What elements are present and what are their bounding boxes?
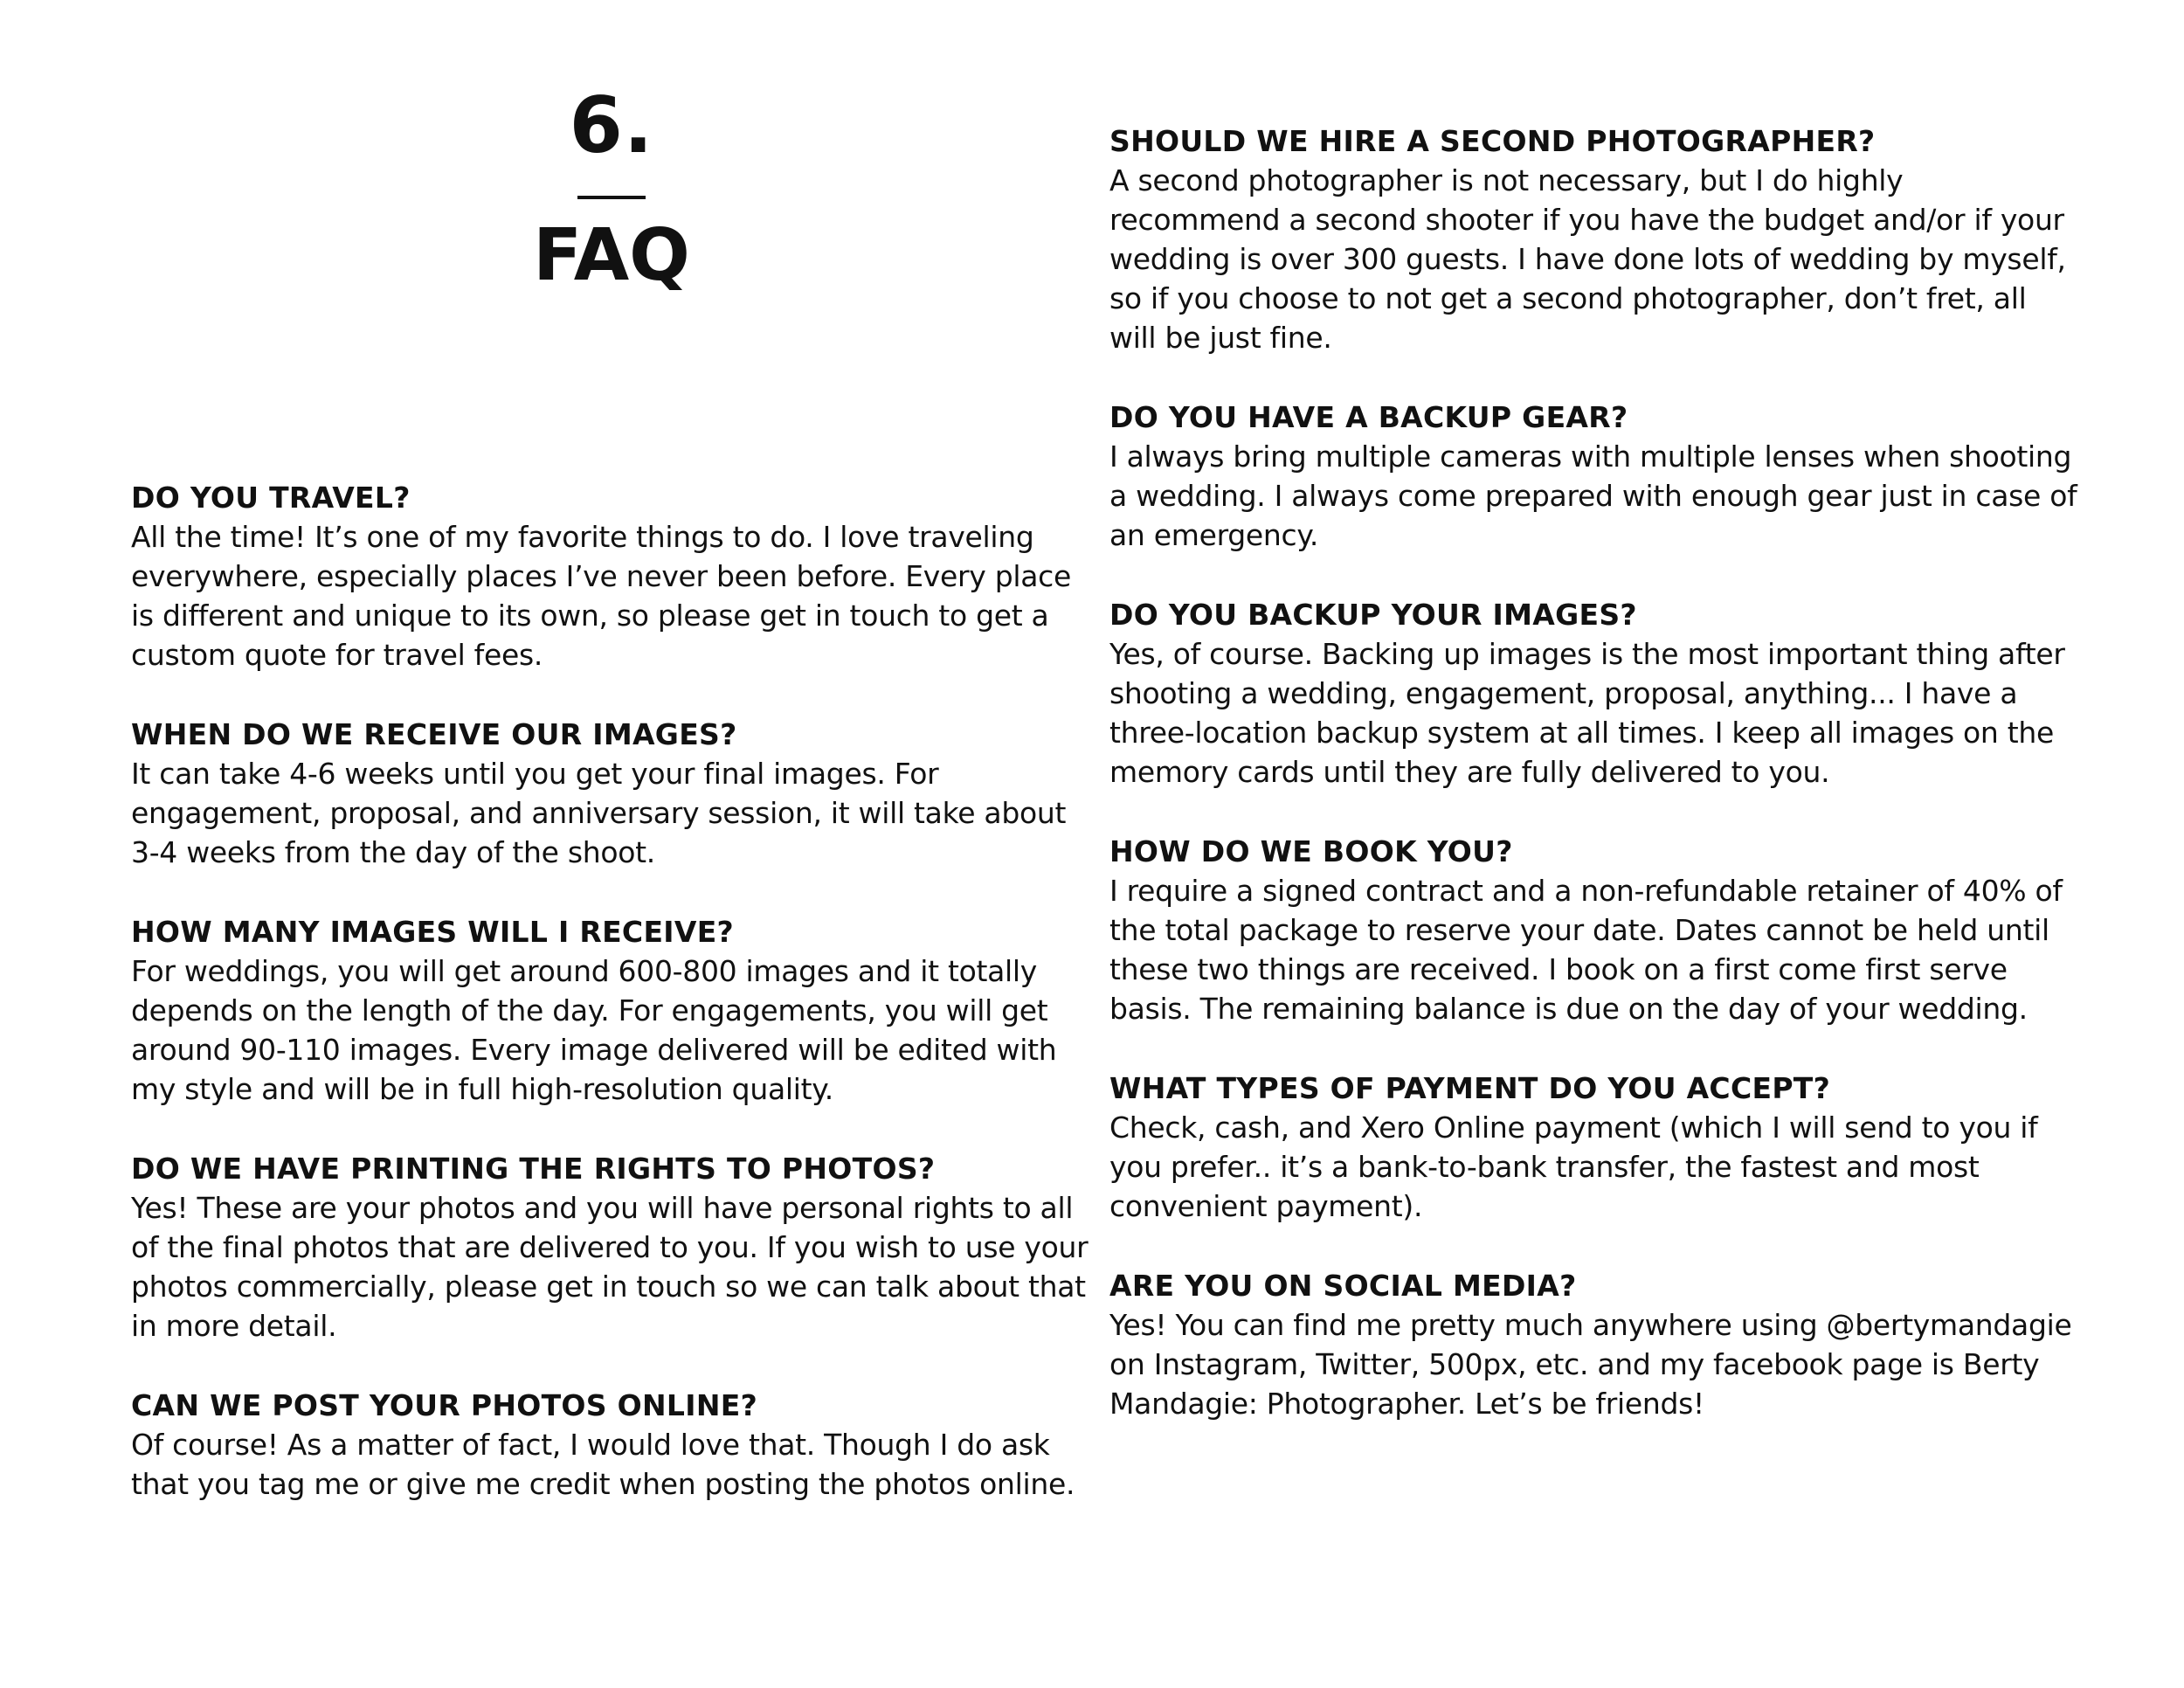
faq-answer: A second photographer is not necessary, but I do highly recommend a second shooter if you have the budget and/or if your wedding is over 300 guests. I have done lots of wedding by myself, so if you choose to not get a second photographer, don’t fret, all will be just fine. — [1109, 163, 2066, 355]
faq-item — [1109, 398, 2079, 555]
faq-item — [131, 478, 1101, 675]
faq-answer: I always bring multiple cameras with multiple lenses when shooting a wedding. I always come prepared with enough gear just in case of an emergency. — [1109, 439, 2077, 552]
faq-left-column — [131, 478, 1101, 1544]
faq-answer: Check, cash, and Xero Online payment (which I will send to you if you prefer.. it’s a bank-to-bank transfer, the fastest and most convenient payment). — [1109, 1110, 2038, 1223]
faq-item — [1109, 1069, 2079, 1226]
faq-question: DO YOU HAVE A BACKUP GEAR? — [1109, 400, 1628, 434]
faq-question: SHOULD WE HIRE A SECOND PHOTOGRAPHER? — [1109, 124, 1876, 158]
faq-item — [1109, 121, 2079, 357]
faq-item — [1109, 1266, 2079, 1423]
faq-item — [131, 715, 1101, 872]
faq-item — [1109, 595, 2079, 792]
faq-item — [1109, 832, 2079, 1028]
faq-question: HOW MANY IMAGES WILL I RECEIVE? — [131, 915, 734, 949]
faq-question: HOW DO WE BOOK YOU? — [1109, 834, 1513, 868]
faq-answer: Of course! As a matter of fact, I would love that. Though I do ask that you tag me or give me credit when posting the photos online. — [131, 1428, 1075, 1501]
chapter-number: 6. — [569, 80, 654, 170]
faq-answer: All the time! It’s one of my favorite things to do. I love traveling everywhere, especially places I’ve never been before. Every place is different and unique to its own, so please get in touch to get a custom quote for travel fees. — [131, 520, 1072, 672]
faq-question: CAN WE POST YOUR PHOTOS ONLINE? — [131, 1388, 758, 1422]
faq-answer: I require a signed contract and a non-refundable retainer of 40% of the total package to reserve your date. Dates cannot be held until these two things are received. I book on a first come first serve basis. The remaining balance is due on the day of your wedding. — [1109, 874, 2063, 1026]
faq-answer: Yes, of course. Backing up images is the most important thing after shooting a wedding, engagement, proposal, anything... I have a three-location backup system at all times. I keep all images on the memory cards until they are fully delivered to you. — [1109, 637, 2065, 789]
faq-item — [131, 1386, 1101, 1504]
faq-question: DO WE HAVE PRINTING THE RIGHTS TO PHOTOS? — [131, 1152, 936, 1186]
faq-right-column — [1109, 121, 2079, 1463]
faq-question: WHEN DO WE RECEIVE OUR IMAGES? — [131, 717, 737, 751]
faq-question: DO YOU TRAVEL? — [131, 481, 411, 515]
header-divider — [577, 196, 646, 199]
faq-answer: For weddings, you will get around 600-800 images and it totally depends on the length of the day. For engagements, you will get around 90-110 images. Every image delivered will be edited with my style and will be in full high-resolution quality. — [131, 954, 1057, 1106]
faq-question: WHAT TYPES OF PAYMENT DO YOU ACCEPT? — [1109, 1071, 1831, 1105]
page-title: FAQ — [533, 214, 690, 297]
faq-answer: Yes! You can find me pretty much anywhere using @bertymandagie on Instagram, Twitter, 500px, etc. and my facebook page is Berty Mandagie: Photographer. Let’s be friends! — [1109, 1308, 2072, 1421]
faq-answer: Yes! These are your photos and you will have personal rights to all of the final photos that are delivered to you. If you wish to use your photos commercially, please get in touch so we can talk about that in more detail. — [131, 1191, 1089, 1343]
faq-item — [131, 1149, 1101, 1346]
faq-item — [131, 912, 1101, 1109]
faq-question: ARE YOU ON SOCIAL MEDIA? — [1109, 1269, 1577, 1303]
page-header — [349, 80, 874, 297]
faq-answer: It can take 4-6 weeks until you get your final images. For engagement, proposal, and anniversary session, it will take about 3-4 weeks from the day of the shoot. — [131, 757, 1067, 869]
faq-question: DO YOU BACKUP YOUR IMAGES? — [1109, 598, 1637, 632]
